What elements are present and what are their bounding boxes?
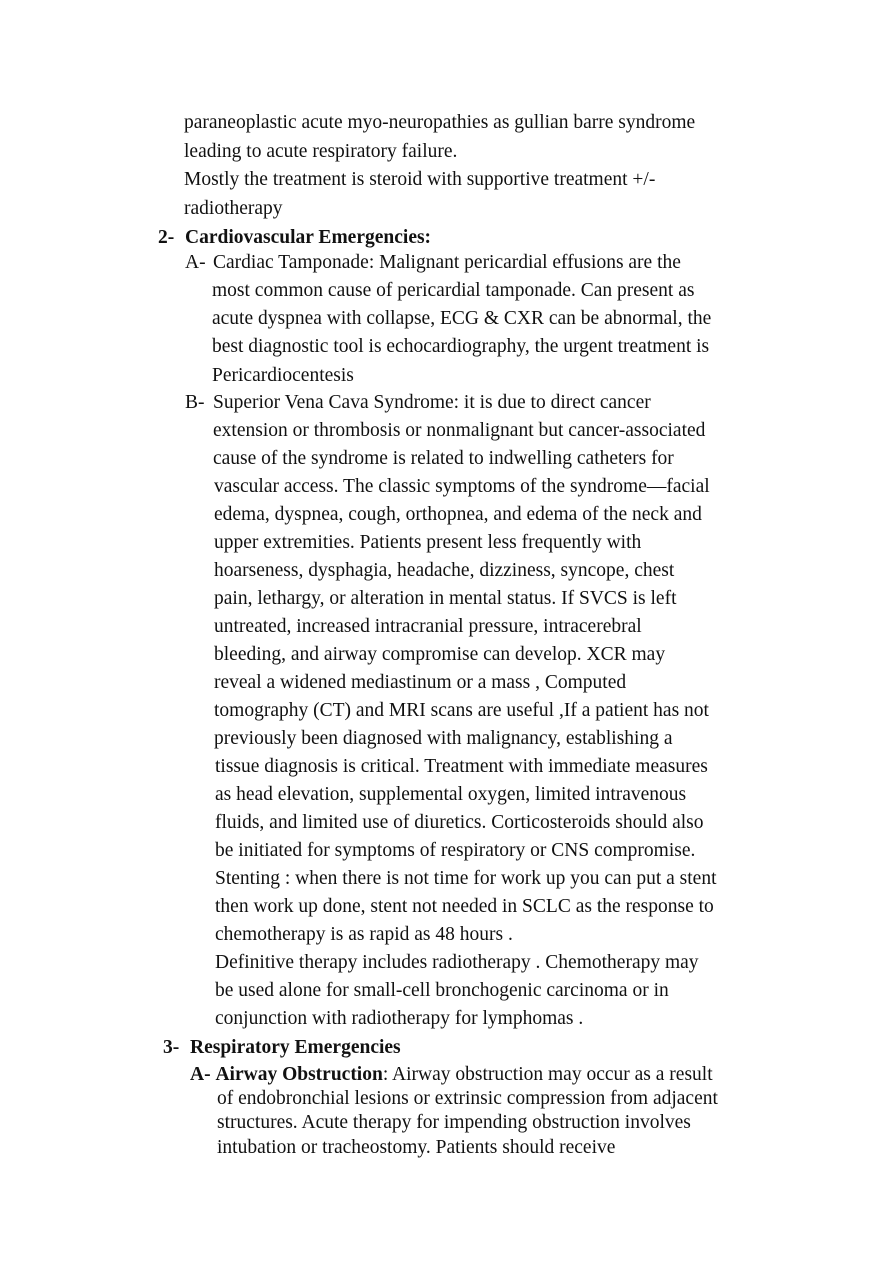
paragraph-line: upper extremities. Patients present less frequently with	[214, 532, 642, 553]
item-title: Airway Obstruction	[215, 1064, 383, 1085]
paragraph-line: fluids, and limited use of diuretics. Corticosteroids should also	[215, 812, 704, 833]
intro-line: Mostly the treatment is steroid with supportive treatment +/-	[184, 169, 656, 190]
paragraph-line: acute dyspnea with collapse, ECG & CXR can be abnormal, the	[212, 308, 712, 329]
paragraph-line: hoarseness, dysphagia, headache, dizziness, syncope, chest	[214, 560, 675, 581]
list-marker: A-	[190, 1064, 211, 1085]
paragraph-line: extension or thrombosis or nonmalignant but cancer-associated	[213, 420, 706, 441]
paragraph-line: intubation or tracheostomy. Patients should receive	[217, 1137, 616, 1158]
paragraph-line	[190, 1063, 713, 1087]
paragraph-line: structures. Acute therapy for impending obstruction involves	[217, 1112, 691, 1133]
list-marker: B-	[185, 392, 205, 413]
paragraph-line: vascular access. The classic symptoms of the syndrome—facial	[214, 476, 710, 497]
intro-line: radiotherapy	[184, 198, 283, 219]
paragraph-line: of endobronchial lesions or extrinsic compression from adjacent	[217, 1088, 718, 1109]
paragraph-line: most common cause of pericardial tamponade. Can present as	[212, 280, 695, 301]
paragraph-line: as head elevation, supplemental oxygen, limited intravenous	[215, 784, 687, 805]
intro-line: paraneoplastic acute myo-neuropathies as gullian barre syndrome	[184, 112, 696, 133]
section-number: 3-	[163, 1037, 180, 1058]
paragraph-line: conjunction with radiotherapy for lymphomas .	[215, 1008, 584, 1029]
paragraph-line: be used alone for small-cell bronchogenic carcinoma or in	[215, 980, 669, 1001]
item-text: : Airway obstruction may occur as a result	[382, 1064, 713, 1085]
section-heading: Cardiovascular Emergencies:	[185, 227, 432, 248]
paragraph-line: tomography (CT) and MRI scans are useful ,If a patient has not	[214, 700, 709, 721]
intro-line: leading to acute respiratory failure.	[184, 141, 458, 162]
paragraph-line: Superior Vena Cava Syndrome: it is due to direct cancer	[213, 392, 651, 413]
section-number: 2-	[158, 227, 175, 248]
paragraph-line: reveal a widened mediastinum or a mass , Computed	[214, 672, 627, 693]
paragraph-line: cause of the syndrome is related to indwelling catheters for	[213, 448, 674, 469]
paragraph-line: then work up done, stent not needed in SCLC as the response to	[215, 896, 714, 917]
paragraph-line: Pericardiocentesis	[212, 365, 354, 386]
paragraph-line: Cardiac Tamponade: Malignant pericardial effusions are the	[213, 252, 681, 273]
paragraph-line: be initiated for symptoms of respiratory or CNS compromise.	[215, 840, 696, 861]
paragraph-line: tissue diagnosis is critical. Treatment with immediate measures	[215, 756, 708, 777]
paragraph-line: pain, lethargy, or alteration in mental status. If SVCS is left	[214, 588, 677, 609]
paragraph-line: untreated, increased intracranial pressure, intracerebral	[214, 616, 642, 637]
paragraph-line: bleeding, and airway compromise can develop. XCR may	[214, 644, 666, 665]
paragraph-line: edema, dyspnea, cough, orthopnea, and edema of the neck and	[214, 504, 702, 525]
paragraph-line: Definitive therapy includes radiotherapy . Chemotherapy may	[215, 952, 699, 973]
paragraph-line: best diagnostic tool is echocardiography, the urgent treatment is	[212, 336, 710, 357]
paragraph-line: previously been diagnosed with malignancy, establishing a	[214, 728, 673, 749]
paragraph-line: chemotherapy is as rapid as 48 hours .	[215, 924, 513, 945]
section-heading: Respiratory Emergencies	[190, 1037, 401, 1058]
list-marker: A-	[185, 252, 206, 273]
paragraph-line: Stenting : when there is not time for work up you can put a stent	[215, 868, 717, 889]
